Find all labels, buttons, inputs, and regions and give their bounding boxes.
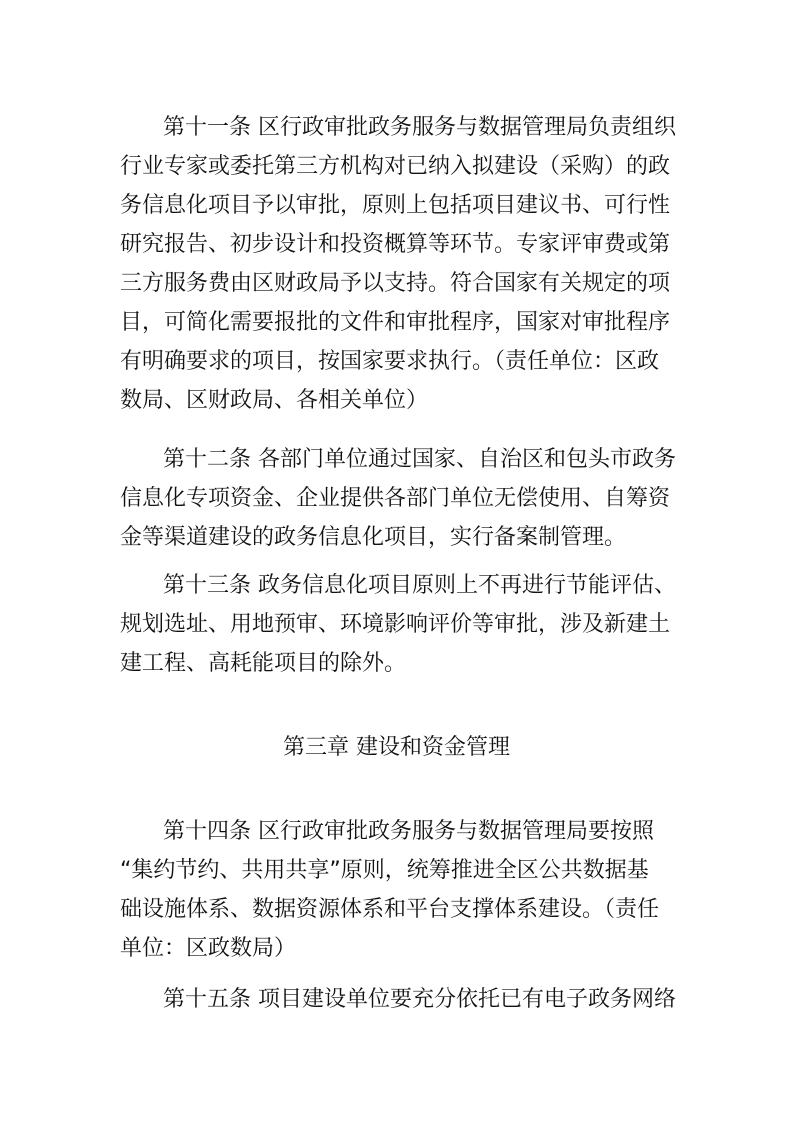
article-14-line-4: 单位：区政数局） [120, 936, 297, 961]
article-12-line-2: 信息化专项资金、企业提供各部门单位无偿使用、自筹资 [120, 486, 671, 511]
article-12-line-3: 金等渠道建设的政务信息化项目，实行备案制管理。 [120, 525, 627, 550]
article-14-line-1: 第十四条 区行政审批政务服务与数据管理局要按照 [163, 819, 654, 844]
article-11-line-1: 第十一条 区行政审批政务服务与数据管理局负责组织 [163, 115, 676, 140]
article-11-line-7: 有明确要求的项目，按国家要求执行。（责任单位：区政 [120, 349, 660, 374]
article-15-line-1: 第十五条 项目建设单位要充分依托已有电子政务网络 [163, 987, 676, 1012]
article-11-line-3: 务信息化项目予以审批，原则上包括项目建议书、可行性 [120, 193, 671, 218]
article-14-line-3: 础设施体系、数据资源体系和平台支撑体系建设。（责任 [120, 897, 660, 922]
article-13-line-2: 规划选址、用地预审、环境影响评价等审批，涉及新建土 [120, 612, 671, 637]
article-13-line-3: 建工程、高耗能项目的除外。 [120, 651, 407, 676]
article-13-line-1: 第十三条 政务信息化项目原则上不再进行节能评估、 [163, 573, 676, 598]
article-12-line-1: 第十二条 各部门单位通过国家、自治区和包头市政务 [163, 447, 676, 472]
chapter-3-title: 第三章 建设和资金管理 [283, 735, 510, 760]
article-11-line-6: 目，可简化需要报批的文件和审批程序，国家对审批程序 [120, 310, 671, 335]
article-14-line-2: “集约节约、共用共享”原则，统筹推进全区公共数据基 [120, 858, 649, 883]
article-11-line-8: 数局、区财政局、各相关单位） [120, 388, 429, 413]
article-11-line-2: 行业专家或委托第三方机构对已纳入拟建设（采购）的政 [120, 154, 671, 179]
article-11-line-5: 三方服务费由区财政局予以支持。符合国家有关规定的项 [120, 271, 671, 296]
article-11-line-4: 研究报告、初步设计和投资概算等环节。专家评审费或第 [120, 232, 671, 257]
